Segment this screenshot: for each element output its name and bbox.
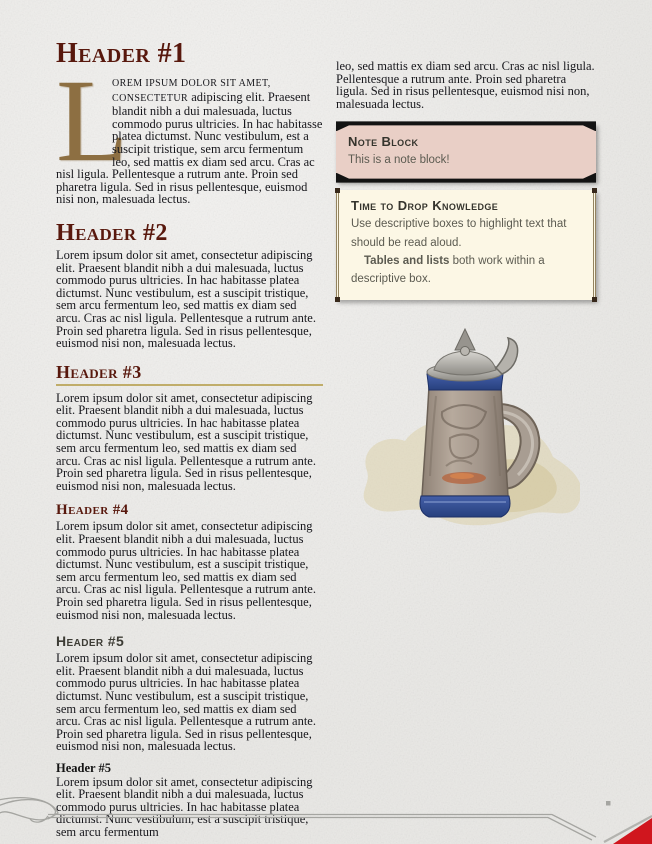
descriptive-box-line2 (351, 252, 581, 289)
footer-rule (48, 815, 596, 841)
note-block-body: This is a note block! (348, 153, 450, 166)
footer-dot (606, 801, 611, 806)
paragraph-under-header-5: Lorem ipsum dolor sit amet, consectetur adipiscing elit. Praesent blandit nibh a dui malesuada, luctus commodo purus ultricies. In hac habitasse platea dictumst. Nunc vestibulum, est a suscipit tristique, sem arcu fermentum leo, sed mattis ex diam sed arcu. Cras ac nisl ligula. Pellentesque a rutrum ante. Proin sed pharetra ligula. Sed in risus pellentesque, euismod nisi non, malesuada lectus. (56, 651, 316, 754)
left-column (56, 36, 323, 841)
header-6: Header #5 (56, 760, 111, 775)
drop-cap: L (56, 55, 129, 186)
header-2: Header #2 (56, 219, 168, 246)
paragraph-under-header-4: Lorem ipsum dolor sit amet, consectetur adipiscing elit. Praesent blandit nibh a dui malesuada, luctus commodo purus ultricies. In hac habitasse platea dictumst. Nunc vestibulum, est a suscipit tristique, sem arcu fermentum leo, sed mattis ex diam sed arcu. Cras ac nisl ligula. Pellentesque a rutrum ante. Proin sed pharetra ligula. Sed in risus pellentesque, euismod nisi non, malesuada lectus. (56, 519, 316, 622)
beer-stein-image (350, 326, 596, 536)
note-block-top-border (336, 121, 596, 131)
lead-paragraph (56, 55, 323, 207)
continuation-paragraph: leo, sed mattis ex diam sed arcu. Cras ac nisl ligula. Pellentesque a rutrum ante. Proin sed pharetra ligula. Sed in risus pellentesque, euismod nisi non, malesuada lectus. (336, 59, 595, 111)
descriptive-box-title: Time to Drop Knowledge (351, 197, 499, 213)
note-block-title: Note Block (348, 134, 419, 150)
footer-ornament (0, 792, 652, 844)
note-block (336, 123, 596, 180)
paragraph-under-header-2: Lorem ipsum dolor sit amet, consectetur adipiscing elit. Praesent blandit nibh a dui malesuada, luctus commodo purus ultricies. In hac habitasse platea dictumst. Nunc vestibulum, est a suscipit tristique, sem arcu fermentum leo, sed mattis ex diam sed arcu. Cras ac nisl ligula. Pellentesque a rutrum ante. Proin sed pharetra ligula. Sed in risus pellentesque, euismod nisi non, malesuada lectus. (56, 247, 316, 351)
lead-body-text: adipiscing elit. Praesent blandit nibh a dui malesuada, luctus commodo purus ultricies. In hac habitasse platea dictumst. Nunc vestibulum, est a suscipit tristique, sem arcu fermentum leo, sed mattis ex diam sed arcu. Cras ac nisl ligula. Pellentesque a rutrum ante. Proin sed pharetra ligula. Sed in risus pellentesque, euismod nisi non, malesuada lectus. (56, 89, 323, 207)
corner-dot-icon (335, 188, 340, 193)
corner-dot-icon (335, 297, 340, 302)
paragraph-under-header-6: Lorem ipsum dolor sit amet, consectetur adipiscing elit. Praesent blandit nibh a dui malesuada, luctus commodo purus ultricies. In hac habitasse platea dictumst. Nunc vestibulum, est a suscipit tristique, sem arcu fermentum (56, 774, 313, 840)
header-3: Header #3 (56, 363, 323, 386)
corner-dot-icon (592, 297, 597, 302)
lead-smallcaps-text: OREM IPSUM DOLOR SIT AMET, CONSECTETUR (112, 78, 271, 104)
header-1: Header #1 (56, 38, 187, 69)
corner-dot-icon (592, 188, 597, 193)
note-block-bottom-border (336, 173, 596, 183)
header-5: Header #5 (56, 633, 125, 650)
descriptive-box-line1: Use descriptive boxes to highlight text that should be read aloud. (351, 218, 567, 249)
header-4: Header #4 (56, 502, 129, 519)
page-corner-triangle (613, 818, 652, 844)
right-column (336, 60, 596, 536)
descriptive-box (336, 190, 596, 300)
descriptive-box-line2-rest: both work within a descriptive box. (351, 255, 545, 286)
footer-flourish-icon (0, 798, 58, 822)
paragraph-under-header-3: Lorem ipsum dolor sit amet, consectetur adipiscing elit. Praesent blandit nibh a dui malesuada, luctus commodo purus ultricies. In hac habitasse platea dictumst. Nunc vestibulum, est a suscipit tristique, sem arcu fermentum leo, sed mattis ex diam sed arcu. Cras ac nisl ligula. Pellentesque a rutrum ante. Proin sed pharetra ligula. Sed in risus pellentesque, euismod nisi non, malesuada lectus. (56, 390, 316, 493)
descriptive-box-line2-bold: Tables and lists (364, 255, 450, 268)
